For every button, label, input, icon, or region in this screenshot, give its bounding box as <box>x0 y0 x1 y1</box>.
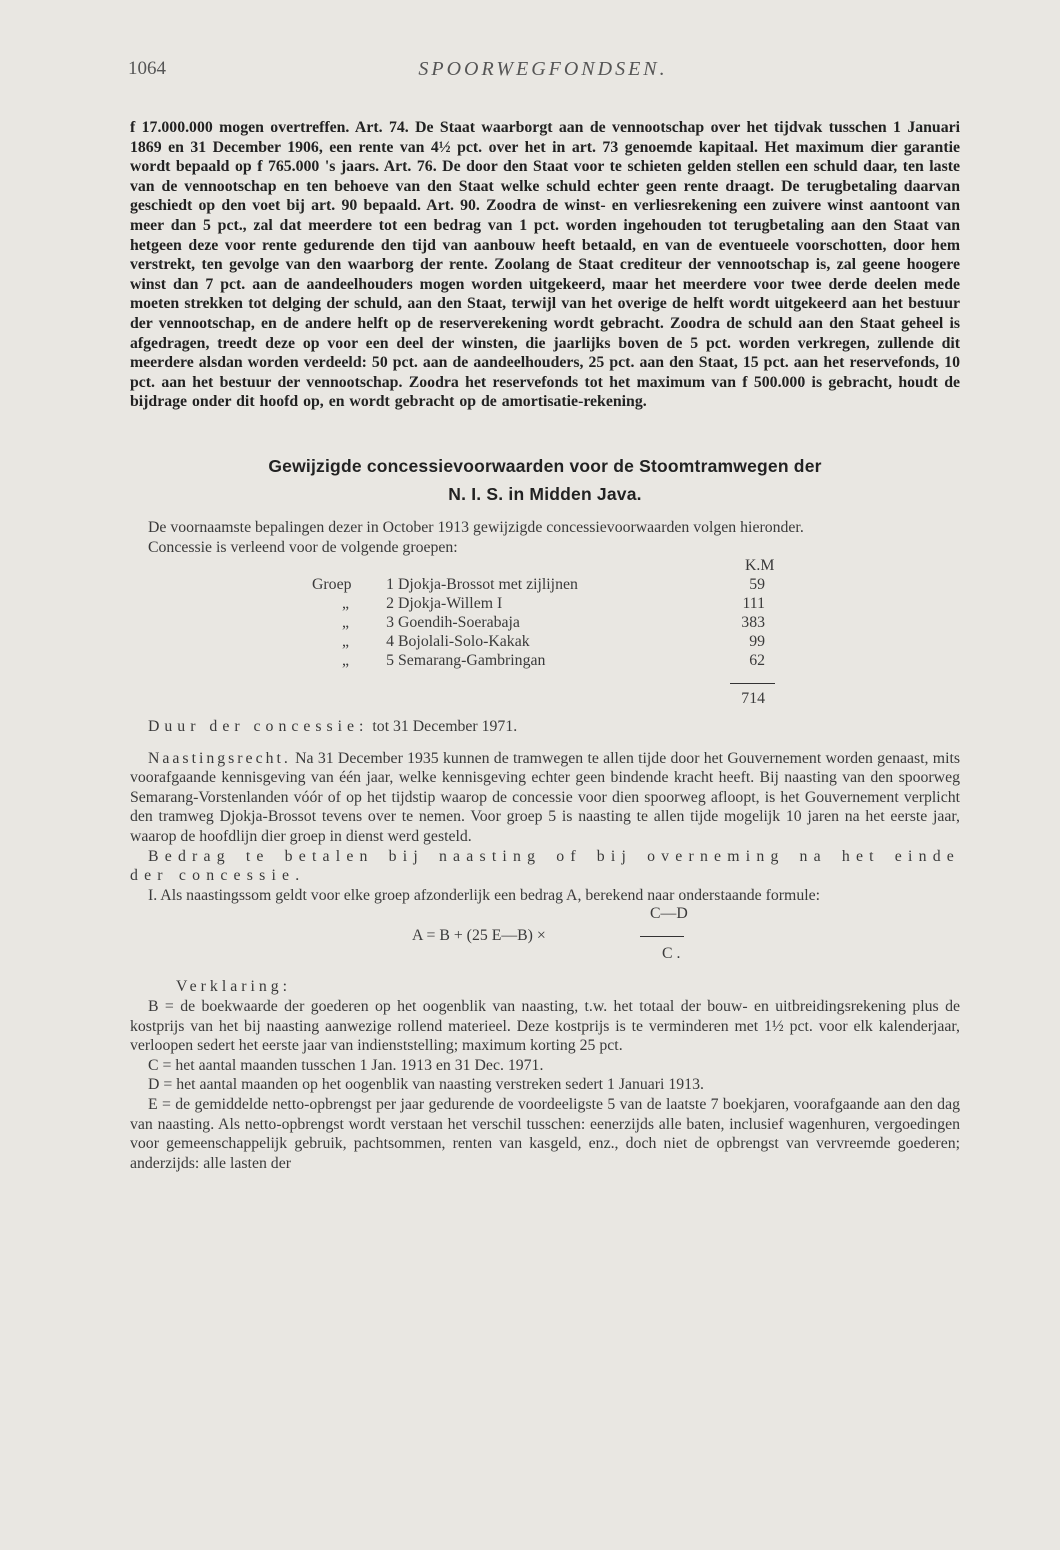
group-row <box>130 595 830 614</box>
km-column-header: K.M <box>745 557 775 575</box>
formula-denominator: C . <box>662 945 681 963</box>
group-lead: „ <box>342 595 350 613</box>
group-km: 62 <box>749 652 765 670</box>
group-km: 59 <box>749 576 765 594</box>
definition-B: B = de boekwaarde der goederen op het oogenblik van naasting, t.w. het totaal der bouw- en uitbreidingsrekening plus de kostprijs van het bij naasting aanwezige rollend materieel. Deze kostprijs is te verminderen met 1½ pct. voor elk kalenderjaar, verloopen sedert het eerste jaar van indienststelling; maximum korting 25 pct. <box>130 998 960 1055</box>
definition-C: C = het aantal maanden tusschen 1 Jan. 1913 en 31 Dec. 1971. <box>148 1056 544 1074</box>
section-heading-line1: Gewijzigde concessievoorwaarden voor de Stoomtramwegen der <box>268 455 822 476</box>
intro-paragraph: De voornaamste bepalingen dezer in October 1913 gewijzigde concessievoorwaarden volgen hieronder. <box>148 518 804 536</box>
group-name: Semarang-Gambringan <box>398 652 546 670</box>
page-number: 1064 <box>128 58 166 79</box>
group-number: 2 <box>386 595 394 613</box>
paragraph-art-74-90: f 17.000.000 mogen overtreffen. Art. 74. De Staat waarborgt aan de vennootschap over het tijdvak tusschen 1 Januari 1869 en 31 December 1906, een rente van 4½ pct. over het in art. 73 genoemde kapitaal. Het maximum dier garantie wordt bepaald op f 765.000 's jaars. Art. 76. De door den Staat voor te schieten gelden stellen een schuld daar, ten laste van de vennootschap en ten behoeve van den Staat welke schuld echter geen rente draagt. De terugbetaling daarvan geschiedt op den voet bij art. 90 bepaald. Art. 90. Zoodra de winst- en verliesrekening een zuivere winst aantoont van meer dan 5 pct., zal dat meerdere tot een bedrag van 1 pct. worden ingehouden tot terugbetaling aan den Staat van hetgeen deze voor rente gedurende den tijd van aanbouw heeft betaald, en van de eventueele voorschotten, door hem verstrekt, ten gevolge van den waarborg der rente. Zoolang de Staat crediteur der vennootschap is, zal geene hoogere winst dan 7 pct. aan de aandeelhouders mogen worden uitgekeerd, maar het meerdere voor twee derde deelen mede moeten strekken tot delging der schuld, aan den Staat, terwijl van het overige de helft wordt uitgekeerd aan het bestuur der vennootschap, en de andere helft op de reserverekening wordt gebracht. Zoodra de schuld aan den Staat geheel is afgedragen, treedt deze op voor een deel der winsten, die jaarlijks boven de 5 pct. worden verkregen, zullende dit meerdere alsdan worden verdeeld: 50 pct. aan de aandeelhouders, 25 pct. aan den Staat, 15 pct. aan het reservefonds, 10 pct. aan het bestuur der vennootschap. Zoodra het reservefonds tot het maximum van f 500.000 is gebracht, houdt de bijdrage onder dit hoofd op, en wordt gebracht op de amortisatie-rekening. <box>130 119 960 411</box>
naasting-text: Na 31 December 1935 kunnen de tramwegen te allen tijde door het Gouvernement worden genaast, mits voorafgaande kennisgeving van één jaar, welke kennisgeving echter geen bindende kracht heeft. Bij naasting van den spoorweg Semarang-Vorstenlanden vóór of op het tijdstip waarop de concessie voor dien spoorweg afloopt, is het Gouvernement verplicht den tramweg Djokja-Brossot tevens over te nemen. Voor groep 5 is naasting te allen tijde mogelijk 10 jaren na het eerste jaar, waarop de hoofdlijn dier groep in dienst werd gesteld. <box>130 749 960 846</box>
section-heading <box>130 452 960 508</box>
naasting-paragraph <box>130 749 960 847</box>
group-km: 99 <box>749 633 765 651</box>
group-number: 1 <box>386 576 394 594</box>
group-name: Djokja-Brossot met zijlijnen <box>398 576 578 594</box>
group-lead: „ <box>342 614 350 632</box>
groups-table <box>130 557 960 717</box>
formula-numerator: C—D <box>650 905 688 923</box>
definition-D: D = het aantal maanden op het oogenblik van naasting verstreken sedert 1 Januari 1913. <box>148 1076 704 1094</box>
formula <box>130 905 960 967</box>
group-number: 3 <box>386 614 394 632</box>
running-title: SPOORWEGFONDSEN. <box>418 58 668 80</box>
page-body <box>130 118 960 1173</box>
definition-E: E = de gemiddelde netto-opbrengst per jaar gedurende de voordeeligste 5 van de laatste 7 boekjaren, voorafgaande aan den dag van naasting. Als netto-opbrengst wordt verstaan het verschil tusschen: eenerzijds alle baten, inclusief wagenhuren, vergoedingen voor gemeenschappelijk gebruik, pachtsommen, renten van kasgeld, enz., doch niet de opbrengst van vervreemde goederen; anderzijds: alle lasten der <box>130 1096 960 1172</box>
group-lead: „ <box>342 652 350 670</box>
concession-line: Concessie is verleend voor de volgende groepen: <box>148 538 458 556</box>
group-row <box>130 633 830 652</box>
bedrag-heading: Bedrag te betalen bij naasting of bij overneming na het einde der concessie. <box>130 847 960 885</box>
section-heading-line2: N. I. S. in Midden Java. <box>448 483 642 504</box>
group-lead: „ <box>342 633 350 651</box>
formula-fraction-bar <box>640 936 684 937</box>
group-km: 383 <box>741 614 765 632</box>
group-number: 5 <box>386 652 394 670</box>
item-I: I. Als naastingssom geldt voor elke groep afzonderlijk een bedrag A, berekend naar onderstaande formule: <box>148 886 821 904</box>
formula-main: A = B + (25 E—B) × <box>412 927 546 945</box>
group-name: Goendih-Soerabaja <box>398 614 520 632</box>
total-km: 714 <box>741 690 765 708</box>
group-km: 111 <box>742 595 765 613</box>
group-name: Bojolali-Solo-Kakak <box>398 633 530 651</box>
duration-line <box>130 717 960 737</box>
group-name: Djokja-Willem I <box>398 595 503 613</box>
group-number: 4 <box>386 633 394 651</box>
duration-label: Duur der concessie: <box>148 718 369 736</box>
naasting-label: Naastingsrecht. <box>148 749 291 767</box>
group-row <box>130 652 830 671</box>
total-rule <box>730 683 775 684</box>
group-lead: Groep <box>312 576 352 594</box>
page-header <box>128 58 958 88</box>
group-row <box>130 614 830 633</box>
duration-value: tot 31 December 1971. <box>372 718 518 736</box>
group-row <box>130 576 830 595</box>
verklaring-label: Verklaring: <box>176 978 292 996</box>
